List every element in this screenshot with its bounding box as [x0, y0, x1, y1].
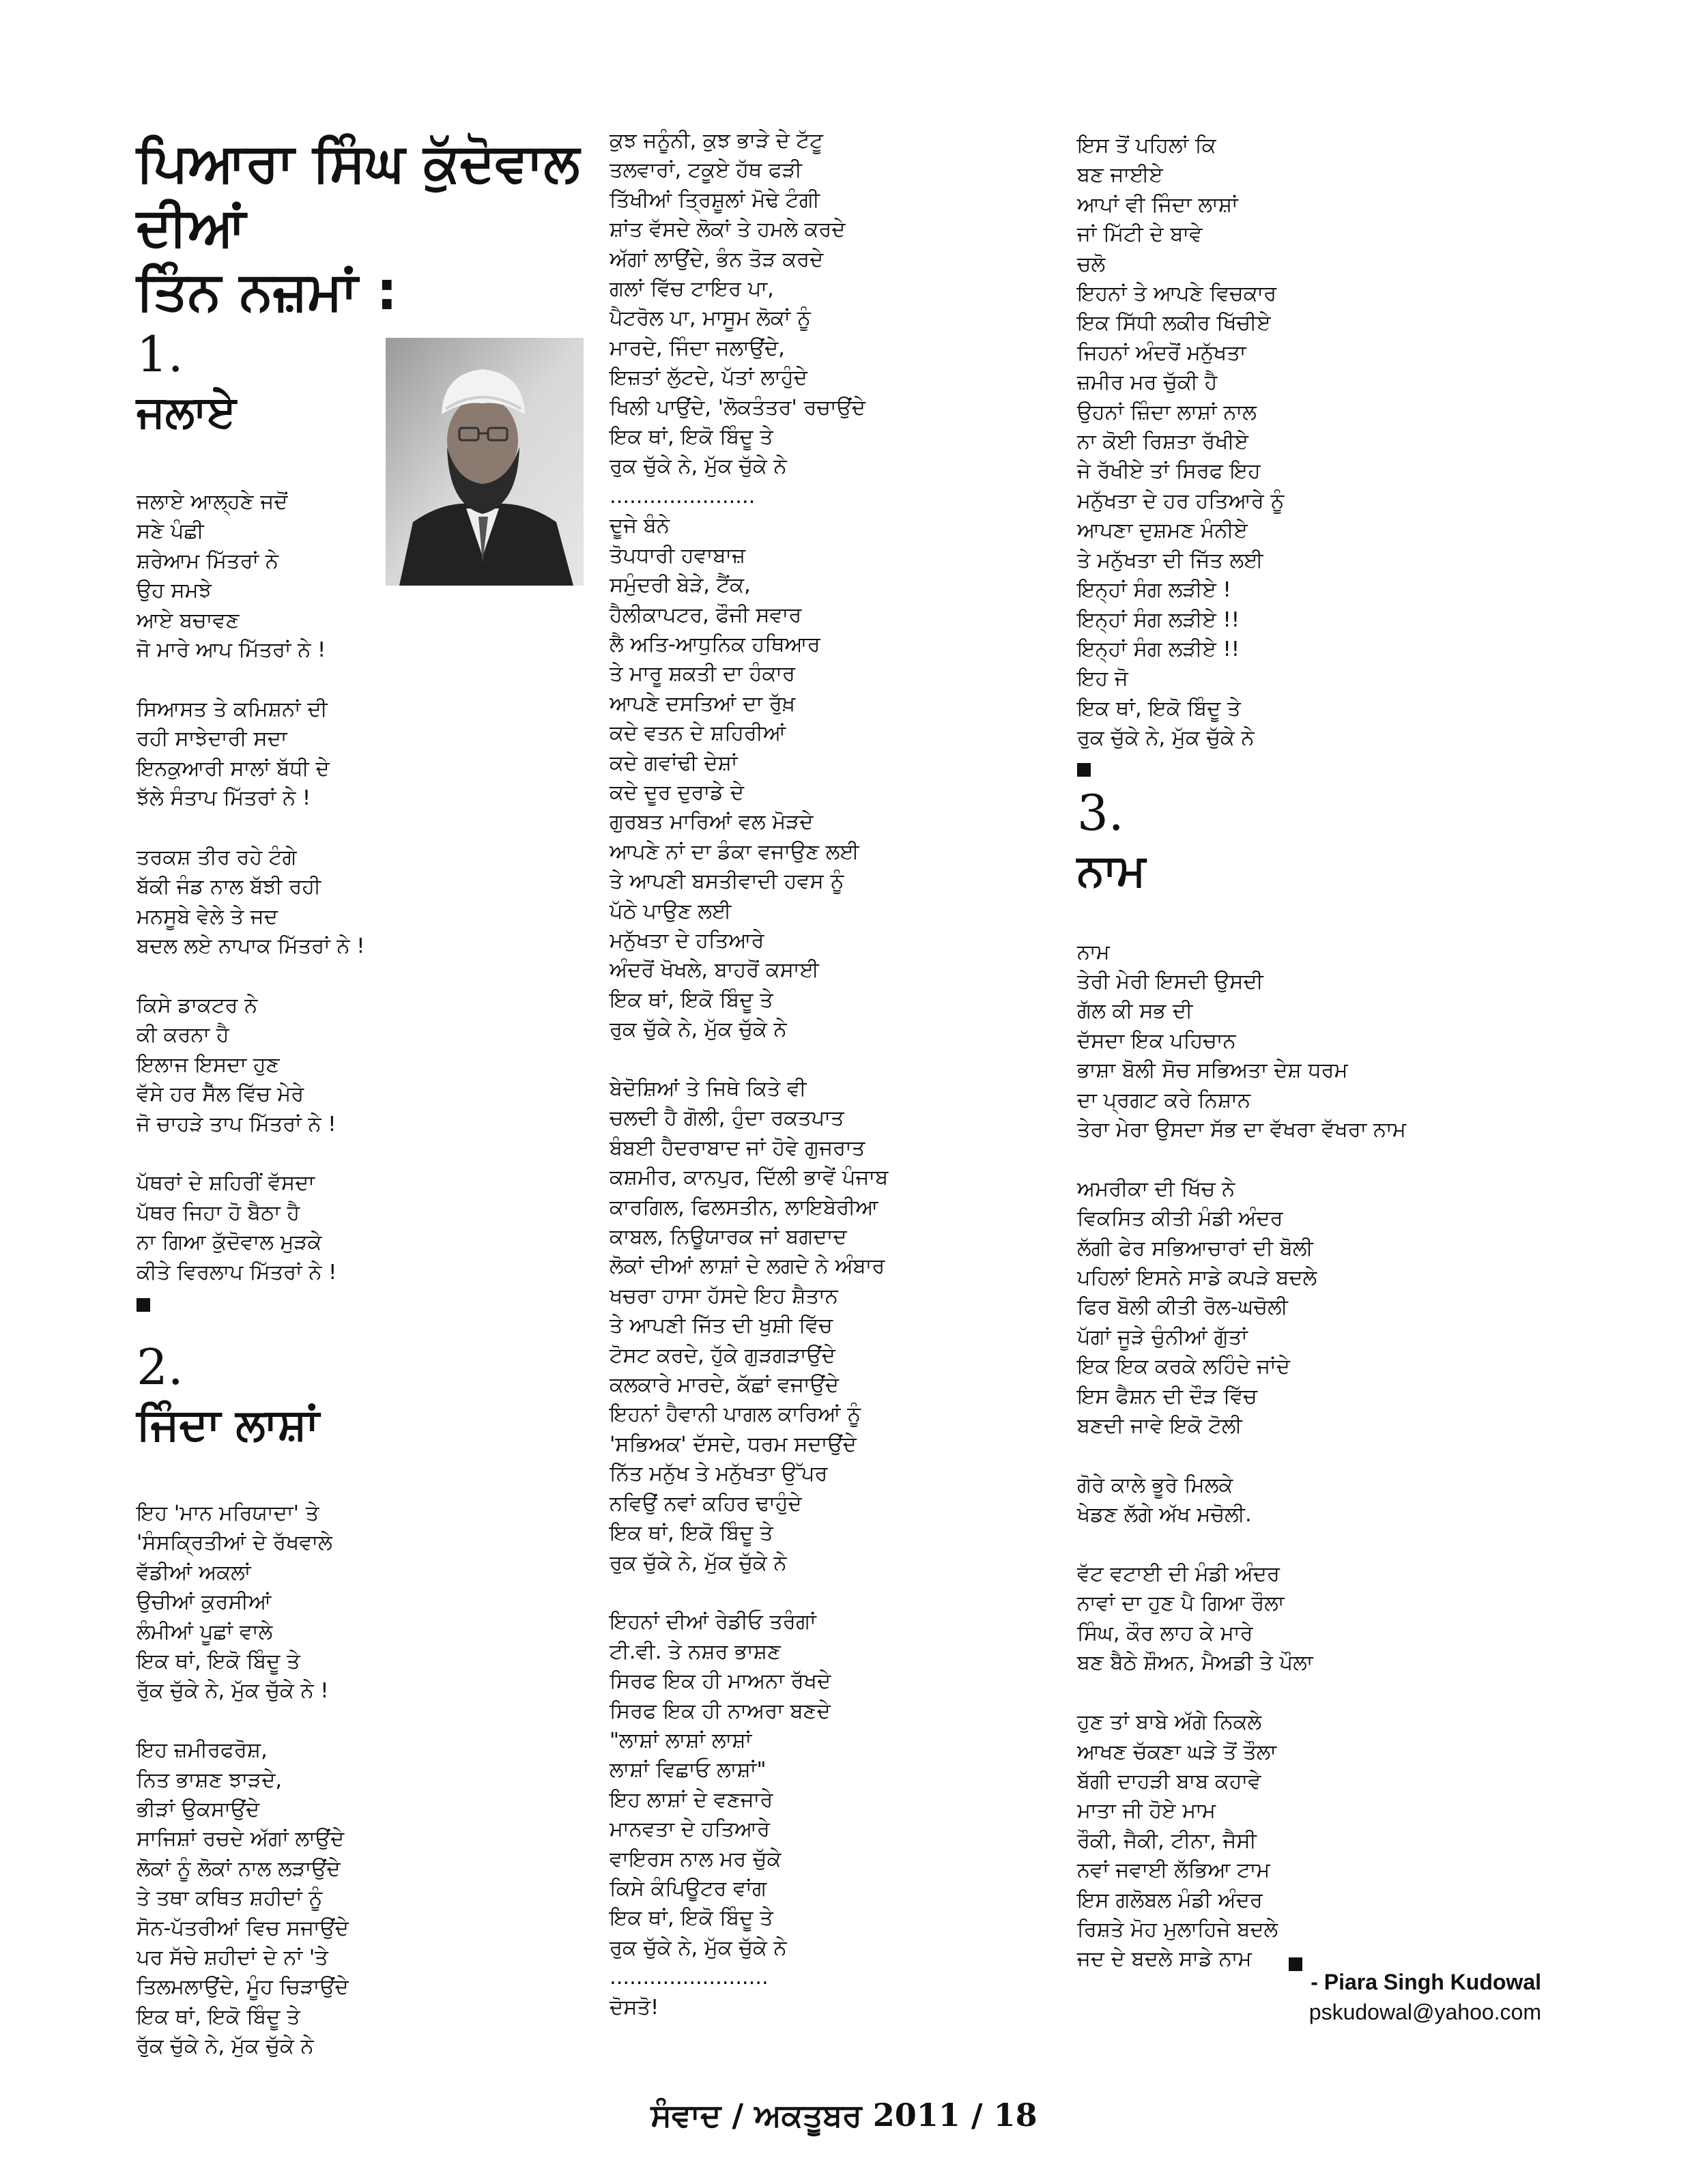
end-square-icon [1077, 763, 1091, 777]
page-title [137, 131, 580, 324]
author-email: pskudowal@yahoo.com [1308, 2000, 1541, 2024]
column-3 [1077, 131, 1555, 1974]
poem-2-number: 2. [137, 1338, 184, 1396]
title-line-3: ਤਿੰਨ ਨਜ਼ਮਾਂ : [137, 261, 398, 322]
page-footer: ਸੰਵਾਦ / ਅਕਤੂਬਰ 2011 / 18 [650, 2097, 1038, 2133]
poem-3-text: ਨਾਮ ਤੇਰੀ ਮੇਰੀ ਇਸਦੀ ਉਸਦੀ ਗੱਲ ਕੀ ਸਭ ਦੀ ਦੱਸਦਾ ਇਕ ਪਹਿਚਾਨ ਭਾਸ਼ਾ ਬੋਲੀ ਸੋਚ ਸਭਿਅਤਾ ਦੇਸ਼ ਧਰਮ ਦਾ ਪ੍ਰਗਟ ਕਰੇ ਨਿਸ਼ਾਨ ਤੇਰਾ ਮੇਰਾ ਉਸਦਾ ਸੱਭ ਦਾ ਵੱਖਰਾ ਵੱਖਰਾ ਨਾਮ ਅਮਰੀਕਾ ਦੀ ਖਿੱਚ ਨੇ ਵਿਕਸਿਤ ਕੀਤੀ ਮੰਡੀ ਅੰਦਰ ਲੱਗੀ ਫੇਰ ਸਭਿਆਚਾਰਾਂ ਦੀ ਬੋਲੀ ਪਹਿਲਾਂ ਇਸਨੇ ਸਾਡੇ ਕਪੜੇ ਬਦਲੇ ਫਿਰ ਬੋਲੀ ਕੀਤੀ ਰੋਲ-ਘਚੋਲੀ ਪੱਗਾਂ ਜੂੜੇ ਚੁੰਨੀਆਂ ਗੁੱਤਾਂ ਇਕ ਇਕ ਕਰਕੇ ਲਹਿੰਦੇ ਜਾਂਦੇ ਇਸ ਫੈਸ਼ਨ ਦੀ ਦੌੜ ਵਿੱਚ ਬਣਦੀ ਜਾਵੇ ਇਕੋ ਟੋਲੀ ਗੋਰੇ ਕਾਲੇ ਭੂਰੇ ਮਿਲਕੇ ਖੇਡਣ ਲੱਗੇ ਅੱਖ ਮਚੋਲੀ. ਵੱਟ ਵਟਾਈ ਦੀ ਮੰਡੀ ਅੰਦਰ ਨਾਵਾਂ ਦਾ ਹੁਣ ਪੈ ਗਿਆ ਰੌਲਾ ਸਿੰਘ, ਕੌਰ ਲਾਹ ਕੇ ਮਾਰੇ ਬਣ ਬੈਠੇ ਸ਼ੌਅਨ, ਮੈਅਡੀ ਤੇ ਪੌਲਾ ਹੁਣ ਤਾਂ ਬਾਬੇ ਅੱਗੇ ਨਿਕਲੇ ਆਖਣ ਚੱਕਣਾ ਘੜੇ ਤੋਂ ਤੌਲਾ ਬੱਗੀ ਦਾਹੜੀ ਬਾਬ ਕਹਾਵੇ ਮਾਤਾ ਜੀ ਹੋਏ ਮਾਮ ਰੌਕੀ, ਜੈਕੀ, ਟੀਨਾ, ਜੈਸੀ ਨਵਾਂ ਜਵਾਈ ਲੱਭਿਆ ਟਾਮ ਇਸ ਗਲੋਬਲ ਮੰਡੀ ਅੰਦਰ ਰਿਸ਼ਤੇ ਮੋਹ ਮੁਲਾਹਿਜੇ ਬਦਲੇ ਜਦ ਦੇ ਬਦਲੇ ਸਾਡੇ ਨਾਮ [1077, 940, 1406, 1972]
poem-1-title: ਜਲਾਏ [137, 387, 236, 437]
author-photo [386, 338, 584, 586]
poem-2-text-part-1: ਇਹ 'ਮਾਨ ਮਰਿਯਾਦਾ' ਤੇ 'ਸੰਸਕ੍ਰਿਤੀਆਂ ਦੇ ਰੱਖਵਾਲੇ ਵੱਡੀਆਂ ਅਕਲਾਂ ਉਚੀਆਂ ਕੁਰਸੀਆਂ ਲੰਮੀਆਂ ਪੂਛਾਂ ਵਾਲੇ ਇਕ ਥਾਂ, ਇਕੋ ਬਿੰਦੂ ਤੇ ਰੁੱਕ ਚੁੱਕੇ ਨੇ, ਮੁੱਕ ਚੁੱਕੇ ਨੇ ! ਇਹ ਜ਼ਮੀਰਫਰੋਸ਼, ਨਿਤ ਭਾਸ਼ਣ ਝਾੜਦੇ, ਭੀੜਾਂ ਉਕਸਾਉਂਦੇ ਸਾਜਿਸ਼ਾਂ ਰਚਦੇ ਅੱਗਾਂ ਲਾਉਂਦੇ ਲੋਕਾਂ ਨੂੰ ਲੋਕਾਂ ਨਾਲ ਲੜਾਉਂਦੇ ਤੇ ਤਥਾ ਕਥਿਤ ਸ਼ਹੀਦਾਂ ਨੂੰ ਸੋਨ-ਪੱਤਰੀਆਂ ਵਿਚ ਸਜਾਉਂਦੇ ਪਰ ਸੱਚੇ ਸ਼ਹੀਦਾਂ ਦੇ ਨਾਂ 'ਤੇ ਤਿਲਮਲਾਉਂਦੇ, ਮੂੰਹ ਚਿੜਾਉਂਦੇ ਇਕ ਥਾਂ, ਇਕੋ ਬਿੰਦੂ ਤੇ ਰੁੱਕ ਚੁੱਕੇ ਨੇ, ਮੁੱਕ ਚੁੱਕੇ ਨੇ [137, 1501, 349, 2059]
poem-2-text-part-3: ਇਸ ਤੋਂ ਪਹਿਲਾਂ ਕਿ ਬਣ ਜਾਈਏ ਆਪਾਂ ਵੀ ਜਿੰਦਾ ਲਾਸ਼ਾਂ ਜਾਂ ਮਿੱਟੀ ਦੇ ਬਾਵੇ ਚਲੋ ਇਹਨਾਂ ਤੇ ਆਪਣੇ ਵਿਚਕਾਰ ਇਕ ਸਿੱਧੀ ਲਕੀਰ ਖਿੱਚੀਏ ਜਿਹਨਾਂ ਅੰਦਰੋਂ ਮਨੁੱਖਤਾ ਜ਼ਮੀਰ ਮਰ ਚੁੱਕੀ ਹੈ ਉਹਨਾਂ ਜ਼ਿੰਦਾ ਲਾਸ਼ਾਂ ਨਾਲ ਨਾ ਕੋਈ ਰਿਸ਼ਤਾ ਰੱਖੀਏ ਜੇ ਰੱਖੀਏ ਤਾਂ ਸਿਰਫ ਇਹ ਮਨੁੱਖਤਾ ਦੇ ਹਰ ਹਤਿਆਰੇ ਨੂੰ ਆਪਣਾ ਦੁਸ਼ਮਣ ਮੰਨੀਏ ਤੇ ਮਨੁੱਖਤਾ ਦੀ ਜਿੱਤ ਲਈ ਇਨ੍ਹਾਂ ਸੰਗ ਲੜੀਏ ! ਇਨ੍ਹਾਂ ਸੰਗ ਲੜੀਏ !! ਇਨ੍ਹਾਂ ਸੰਗ ਲੜੀਏ !! ਇਹ ਜੋ ਇਕ ਥਾਂ, ਇਕੋ ਬਿੰਦੂ ਤੇ ਰੁਕ ਚੁੱਕੇ ਨੇ, ਮੁੱਕ ਚੁੱਕੇ ਨੇ [1077, 134, 1285, 751]
poem-2-text-part-2: ਕੁਝ ਜਨੂੰਨੀ, ਕੁਝ ਭਾੜੇ ਦੇ ਟੱਟੂ ਤਲਵਾਰਾਂ, ਟਕੂਏ ਹੱਥ ਫੜੀ ਤਿੱਖੀਆਂ ਤ੍ਰਿਸ਼ੂਲਾਂ ਮੋਢੇ ਟੰਗੀ ਸ਼ਾਂਤ ਵੱਸਦੇ ਲੋਕਾਂ ਤੇ ਹਮਲੇ ਕਰਦੇ ਅੱਗਾਂ ਲਾਉਂਦੇ, ਭੰਨ ਤੋੜ ਕਰਦੇ ਗਲਾਂ ਵਿੱਚ ਟਾਇਰ ਪਾ, ਪੈਟਰੋਲ ਪਾ, ਮਾਸੂਮ ਲੋਕਾਂ ਨੂੰ ਮਾਰਦੇ, ਜਿੰਦਾ ਜਲਾਉਂਦੇ, ਇਜ਼ਤਾਂ ਲੁੱਟਦੇ, ਪੱਤਾਂ ਲਾਹੁੰਦੇ ਖਿਲੀ ਪਾਉਂਦੇ, 'ਲੋਕਤੰਤਰ' ਰਚਾਉਂਦੇ ਇਕ ਥਾਂ, ਇਕੋ ਬਿੰਦੂ ਤੇ ਰੁਕ ਚੁੱਕੇ ਨੇ, ਮੁੱਕ ਚੁੱਕੇ ਨੇ ...................... ਦੂਜੇ ਬੰਨੇ ਤੋਪਧਾਰੀ ਹਵਾਬਾਜ਼ ਸਮੁੰਦਰੀ ਬੇੜੇ, ਟੈਂਕ, ਹੈਲੀਕਾਪਟਰ, ਫੌਜੀ ਸਵਾਰ ਲੈ ਅਤਿ-ਆਧੁਨਿਕ ਹਥਿਆਰ ਤੇ ਮਾਰੂ ਸ਼ਕਤੀ ਦਾ ਹੰਕਾਰ ਆਪਣੇ ਦਸਤਿਆਂ ਦਾ ਰੁੱਖ਼ ਕਦੇ ਵਤਨ ਦੇ ਸ਼ਹਿਰੀਆਂ ਕਦੇ ਗਵਾਂਢੀ ਦੇਸ਼ਾਂ ਕਦੇ ਦੂਰ ਦੁਰਾਡੇ ਦੇ ਗੁਰਬਤ ਮਾਰਿਆਂ ਵਲ ਮੋੜਦੇ ਆਪਣੇ ਨਾਂ ਦਾ ਡੰਕਾ ਵਜਾਉਣ ਲਈ ਤੇ ਆਪਣੀ ਬਸਤੀਵਾਦੀ ਹਵਸ ਨੂੰ ਪੱਠੇ ਪਾਉਣ ਲਈ ਮਨੁੱਖਤਾ ਦੇ ਹਤਿਆਰੇ ਅੰਦਰੋਂ ਖੋਖਲੇ, ਬਾਹਰੋਂ ਕਸਾਈ ਇਕ ਥਾਂ, ਇਕੋ ਬਿੰਦੂ ਤੇ ਰੁਕ ਚੁੱਕੇ ਨੇ, ਮੁੱਕ ਚੁੱਕੇ ਨੇ ਬੇਦੋਸ਼ਿਆਂ ਤੇ ਜਿਥੇ ਕਿਤੇ ਵੀ ਚਲਦੀ ਹੈ ਗੋਲੀ, ਹੁੰਦਾ ਰਕਤਪਾਤ ਬੰਬਈ ਹੈਦਰਾਬਾਦ ਜਾਂ ਹੋਵੇ ਗੁਜਰਾਤ ਕਸ਼ਮੀਰ, ਕਾਨਪੁਰ, ਦਿੱਲੀ ਭਾਵੇਂ ਪੰਜਾਬ ਕਾਰਗਿਲ, ਫਿਲਸਤੀਨ, ਲਾਇਬੇਰੀਆ ਕਾਬਲ, ਨਿਊਯਾਰਕ ਜਾਂ ਬਗਦਾਦ ਲੋਕਾਂ ਦੀਆਂ ਲਾਸ਼ਾਂ ਦੇ ਲਗਦੇ ਨੇ ਅੰਬਾਰ ਖਚਰਾ ਹਾਸਾ ਹੱਸਦੇ ਇਹ ਸ਼ੈਤਾਨ ਤੇ ਆਪਣੀ ਜਿੱਤ ਦੀ ਖੁਸ਼ੀ ਵਿੱਚ ਟੋਸਟ ਕਰਦੇ, ਹੁੱਕੇ ਗੁੜਗੜਾਉਂਦੇ ਕਲਕਾਰੇ ਮਾਰਦੇ, ਕੱਛਾਂ ਵਜਾਉਂਦੇ ਇਹਨਾਂ ਹੈਵਾਨੀ ਪਾਗਲ ਕਾਰਿਆਂ ਨੂੰ 'ਸਭਿਅਕ' ਦੱਸਦੇ, ਧਰਮ ਸਦਾਉਂਦੇ ਨਿੱਤ ਮਨੁੱਖ ਤੇ ਮਨੁੱਖਤਾ ਉੱਪਰ ਨਵਿਉਂ ਨਵਾਂ ਕਹਿਰ ਢਾਹੁੰਦੇ ਇਕ ਥਾਂ, ਇਕੋ ਬਿੰਦੂ ਤੇ ਰੁਕ ਚੁੱਕੇ ਨੇ, ਮੁੱਕ ਚੁੱਕੇ ਨੇ ਇਹਨਾਂ ਦੀਆਂ ਰੇਡੀਓ ਤਰੰਗਾਂ ਟੀ.ਵੀ. ਤੇ ਨਸ਼ਰ ਭਾਸ਼ਣ ਸਿਰਫ ਇਕ ਹੀ ਮਾਅਨਾ ਰੱਖਦੇ ਸਿਰਫ ਇਕ ਹੀ ਨਾਅਰਾ ਬਣਦੇ "ਲਾਸ਼ਾਂ ਲਾਸ਼ਾਂ ਲਾਸ਼ਾਂ ਲਾਸ਼ਾਂ ਵਿਛਾਓ ਲਾਸ਼ਾਂ" ਇਹ ਲਾਸ਼ਾਂ ਦੇ ਵਣਜਾਰੇ ਮਾਨਵਤਾ ਦੇ ਹਤਿਆਰੇ ਵਾਇਰਸ ਨਾਲ ਮਰ ਚੁੱਕੇ ਕਿਸੇ ਕੰਪਿਊਟਰ ਵਾਂਗ ਇਕ ਥਾਂ, ਇਕੋ ਬਿੰਦੂ ਤੇ ਰੁਕ ਚੁੱਕੇ ਨੇ, ਮੁੱਕ ਚੁੱਕੇ ਨੇ ........................ ਦੋਸਤੋ! [610, 129, 889, 2020]
column-2 [610, 126, 992, 2022]
title-line-2: ਦੀਆਂ [137, 197, 246, 258]
poem-2-title: ਜਿੰਦਾ ਲਾਸ਼ਾਂ [137, 1399, 319, 1450]
author-portrait-image [386, 338, 584, 586]
end-square-icon [137, 1298, 150, 1312]
poem-1-number: 1. [137, 326, 184, 383]
author-name: - Piara Singh Kudowal [1311, 1970, 1541, 1994]
poem-3-number: 3. [1077, 784, 1124, 842]
title-line-1: ਪਿਆਰਾ ਸਿੰਘ ਕੁੱਦੋਵਾਲ [137, 132, 580, 194]
poem-3-title: ਨਾਮ [1077, 845, 1146, 896]
poem-1-text: ਜਲਾਏ ਆਲ੍ਹਣੇ ਜਦੋਂ ਸਣੇ ਪੰਛੀ ਸ਼ਰੇਆਮ ਮਿੱਤਰਾਂ ਨੇ ਉਹ ਸਮਝੇ ਆਏ ਬਚਾਵਣ ਜੋ ਮਾਰੇ ਆਪ ਮਿੱਤਰਾਂ ਨੇ ! ਸਿਆਸਤ ਤੇ ਕਮਿਸ਼ਨਾਂ ਦੀ ਰਹੀ ਸਾਝੇਦਾਰੀ ਸਦਾ ਇਨਕੁਆਰੀ ਸਾਲਾਂ ਬੱਧੀ ਦੇ ਝੱਲੇ ਸੰਤਾਪ ਮਿੱਤਰਾਂ ਨੇ ! ਤਰਕਸ਼ ਤੀਰ ਰਹੇ ਟੰਗੇ ਬੱਕੀ ਜੰਡ ਨਾਲ ਬੱਝੀ ਰਹੀ ਮਨਸੂਬੇ ਵੇਲੇ ਤੇ ਜਦ ਬਦਲ ਲਏ ਨਾਪਾਕ ਮਿੱਤਰਾਂ ਨੇ ! ਕਿਸੇ ਡਾਕਟਰ ਨੇ ਕੀ ਕਰਨਾ ਹੈ ਇਲਾਜ ਇਸਦਾ ਹੁਣ ਵੱਸੇ ਹਰ ਸੈੱਲ ਵਿੱਚ ਮੇਰੇ ਜੋ ਚਾਹੜੇ ਤਾਪ ਮਿੱਤਰਾਂ ਨੇ ! ਪੱਥਰਾਂ ਦੇ ਸ਼ਹਿਰੀਂ ਵੱਸਦਾ ਪੱਥਰ ਜਿਹਾ ਹੋ ਬੈਠਾ ਹੈ ਨਾ ਗਿਆ ਕੁੱਦੋਵਾਲ ਮੁੜਕੇ ਕੀਤੇ ਵਿਰਲਾਪ ਮਿੱਤਰਾਂ ਨੇ ! [137, 490, 365, 1284]
author-byline [1309, 1967, 1541, 2027]
end-square-icon [1289, 1957, 1302, 1971]
